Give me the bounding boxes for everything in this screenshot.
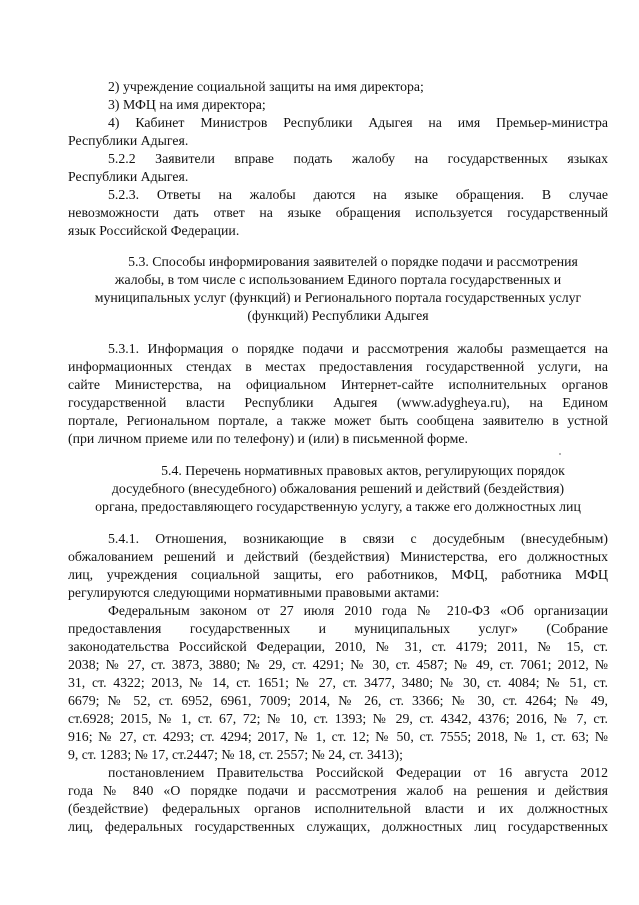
scan-speck [559,453,561,455]
text-line: 916; № 27, ст. 4293; ст. 4294; 2017, № 1, ст. 12; № 50, ст. 7555; 2018, № 1, ст. 63; № [68,729,608,744]
text-line: лиц, учреждения социальной защиты, его работников, МФЦ, работника МФЦ [68,567,608,582]
text-line: 6679; № 52, ст. 6952, 6961, 7009; 2014, № 26, ст. 3366; № 30, ст. 4264; № 49, [68,693,608,708]
text-line: невозможности дать ответ на языке обращения используется государственный [68,205,608,220]
section-heading-line: досудебного (внесудебного) обжалования решений и действий (бездействия) [111,481,565,496]
clause-5-3-1: 5.3.1. Информация о порядке подачи и рассмотрения жалобы размещается на [108,341,608,356]
text-line: Республики Адыгея. [68,133,189,148]
section-heading-line: (функций) Республики Адыгея [247,308,429,323]
government-decree-840: постановлением Правительства Российской Федерации от 16 августа 2012 [108,765,608,780]
section-heading-5-4: 5.4. Перечень нормативных правовых актов, регулирующих порядок [161,463,565,478]
clause-5-2-3: 5.2.3. Ответы на жалобы даются на языке обращения. В случае [108,187,608,202]
text-line: предоставления государственных и муниципальных услуг» (Собрание [68,621,608,636]
text-line: лиц, федеральных государственных служащих, должностных лиц государственных [68,819,608,834]
section-heading-5-3: 5.3. Способы информирования заявителей о порядке подачи и рассмотрения [128,254,578,269]
section-heading-line: жалобы, в том числе с использованием Единого портала государственных и [114,272,562,287]
federal-law-210: Федеральным законом от 27 июля 2010 года № 210-ФЗ «Об организации [108,603,608,618]
list-item-cabinet: 4) Кабинет Министров Республики Адыгея на имя Премьер-министра [108,115,608,130]
text-line: государственной власти Республики Адыгея (www.adygheya.ru), на Едином [68,395,608,410]
text-line: 31, ст. 4322; 2013, № 14, ст. 1651; № 27, ст. 3477, 3480; № 30, ст. 4084; № 51, ст. [68,675,608,690]
text-line: 2038; № 27, ст. 3873, 3880; № 29, ст. 4291; № 30, ст. 4587; № 49, ст. 7061; 2012, № [68,657,608,672]
text-line: регулируются следующими нормативными правовыми актами: [68,585,440,600]
section-heading-line: муниципальных услуг (функций) и Регионального портала государственных услуг [94,290,582,305]
text-line: (бездействие) федеральных органов исполнительной власти и их должностных [68,801,608,816]
text-line: 9, ст. 1283; № 17, ст.2447; № 18, ст. 2557; № 24, ст. 3413); [68,747,403,762]
text-line: сайте Министерства, на официальном Интернет-сайте исполнительных органов [68,377,608,392]
text-line: обжалованием решений и действий (бездействия) Министерства, его должностных [68,549,608,564]
text-line: (при личном приеме или по телефону) и (или) в письменной форме. [68,431,468,446]
text-line: портале, Региональном портале, а также может быть сообщена заявителю в устной [68,413,608,428]
text-line: информационных стендах в местах предоставления государственной услуги, на [68,359,608,374]
clause-5-2-2: 5.2.2 Заявители вправе подать жалобу на государственных языках [108,151,608,166]
text-line: Республики Адыгея. [68,169,189,184]
section-heading-line: органа, предоставляющего государственную услугу, а также его должностных лиц [95,499,581,514]
clause-5-4-1: 5.4.1. Отношения, возникающие в связи с досудебным (внесудебным) [108,531,608,546]
list-item-social-institution: 2) учреждение социальной защиты на имя директора; [108,79,424,94]
text-line: ст.6928; 2015, № 1, ст. 67, 72; № 10, ст. 1393; № 29, ст. 4342, 4376; 2016, № 7, ст. [68,711,608,726]
text-line: законодательства Российской Федерации, 2010, № 31, ст. 4179; 2011, № 15, ст. [68,639,608,654]
list-item-mfc: 3) МФЦ на имя директора; [108,97,266,112]
text-line: язык Российской Федерации. [68,223,240,238]
text-line: года № 840 «О порядке подачи и рассмотрения жалоб на решения и действия [68,783,608,798]
